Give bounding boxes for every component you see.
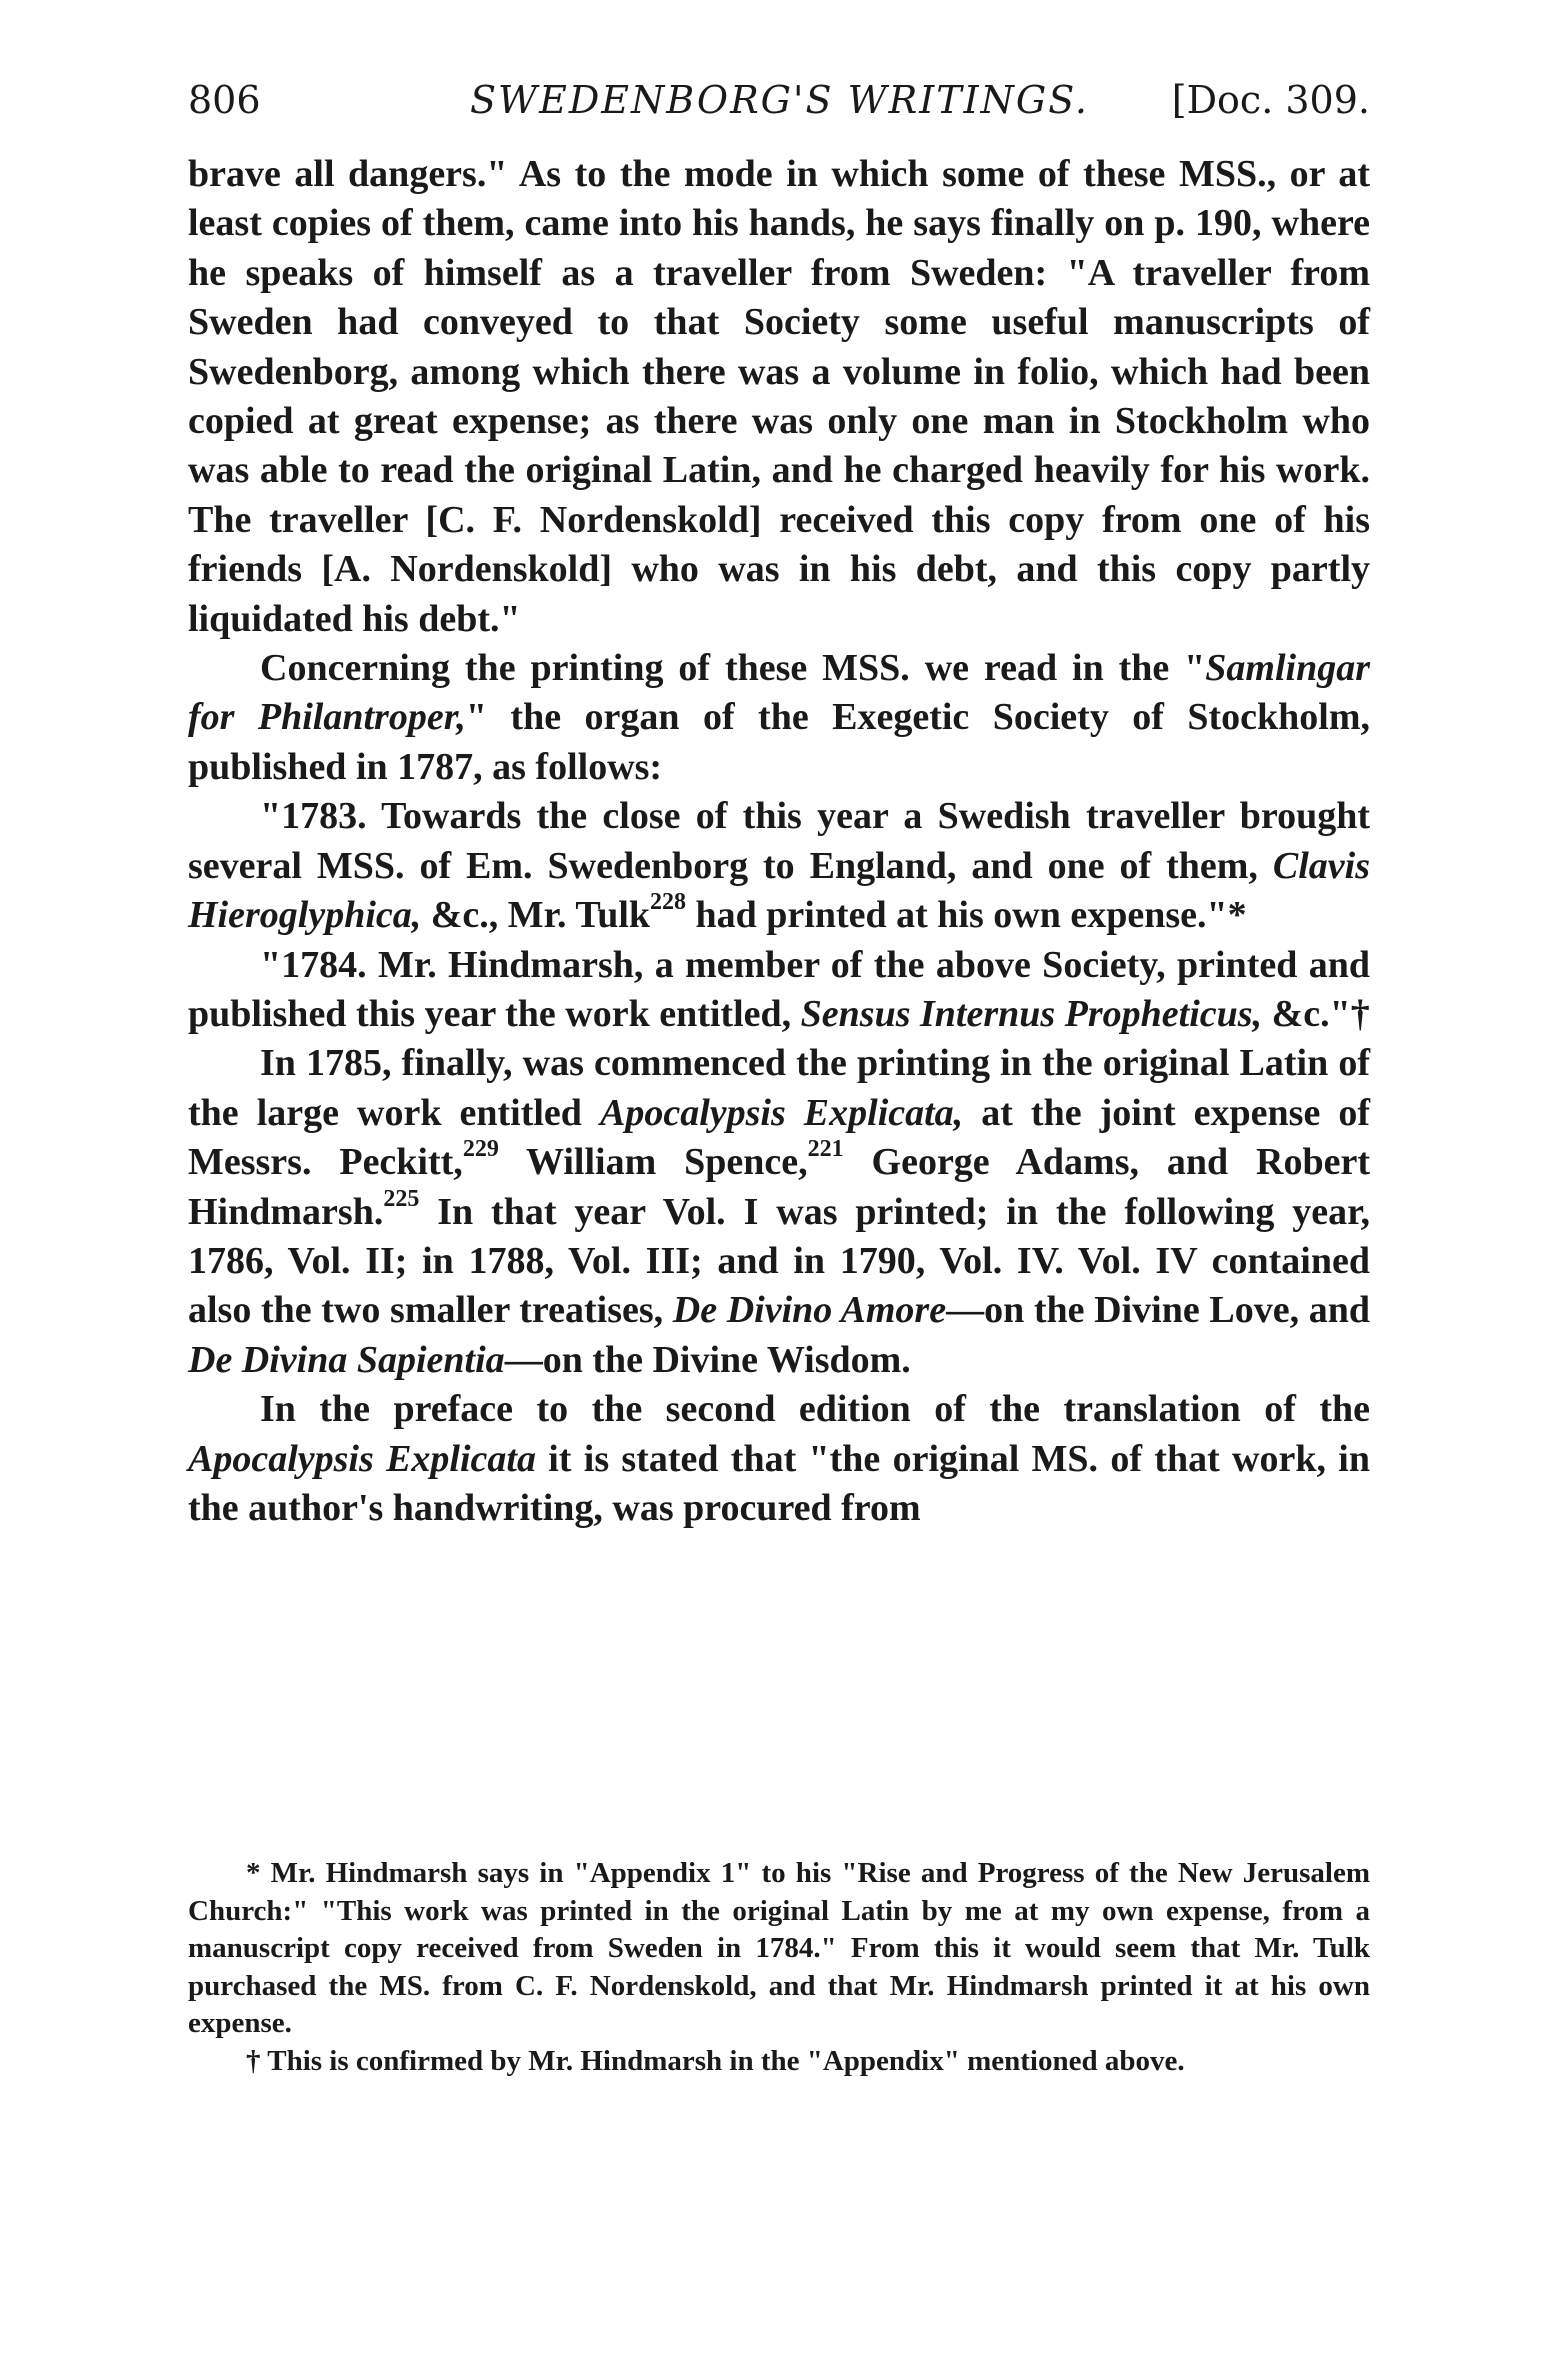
paragraph-5-text-g: —on the Divine Wisdom. bbox=[504, 1338, 911, 1381]
paragraph-6-text-b: it is stated that "the original MS. of that work, in the author's handwriting, was procured from bbox=[188, 1437, 1370, 1529]
work-title-clavis: Clavis Hieroglyphica, bbox=[188, 844, 1370, 937]
running-header bbox=[188, 70, 1370, 130]
reference-number: 221 bbox=[807, 1136, 844, 1163]
paragraph-3-text-b: &c., Mr. Tulk bbox=[421, 894, 651, 937]
paragraph-1 bbox=[188, 150, 1370, 644]
paragraph-3-text-a: "1783. Towards the close of this year a Swedish traveller brought several MSS. of Em. Swedenborg to England, and one of them, bbox=[188, 795, 1370, 887]
paragraph-5-text-a: In 1785, finally, was commenced the printing in the original Latin of the large work entitled bbox=[188, 1042, 1370, 1134]
work-title-divina-sapientia: De Divina Sapientia bbox=[188, 1338, 505, 1381]
paragraph-2-text-b: " the organ of the Exegetic Society of Stockholm, published in 1787, as follows: bbox=[188, 696, 1370, 788]
paragraph-4-text-a: "1784. Mr. Hindmarsh, a member of the above Society, printed and published this year the work entitled, bbox=[188, 943, 1370, 1035]
work-title-sensus: Sensus Internus Propheticus, bbox=[800, 992, 1263, 1035]
work-title-apocalypsis: Apocalypsis Explicata, bbox=[599, 1091, 964, 1134]
paragraph-3 bbox=[188, 792, 1370, 940]
paragraph-5-text-c: William Spence, bbox=[498, 1141, 808, 1184]
paragraph-6-text-a: In the preface to the second edition of the translation of the bbox=[260, 1388, 1370, 1431]
paragraph-1-text: brave all dangers." As to the mode in which some of these MSS., or at least copies of them, came into his hands, he says finally on p. 190, where he speaks of himself as a traveller from Sweden: "A traveller from Sweden had conveyed to that Society some useful manuscripts of Swedenborg, among which there was a volume in folio, which had been copied at great expense; as there was only one man in Stockholm who was able to read the original Latin, and he charged heavily for his work. The traveller [C. F. Nordenskold] received this copy from one of his friends [A. Nordenskold] who was in his debt, and this copy partly liquidated his debt." bbox=[188, 153, 1370, 640]
main-text bbox=[188, 150, 1370, 1533]
footnotes bbox=[188, 1855, 1370, 2080]
paragraph-5 bbox=[188, 1039, 1370, 1385]
document-reference: [Doc. 309. bbox=[1171, 78, 1370, 122]
paragraph-4-text-b: &c."† bbox=[1262, 992, 1370, 1035]
work-title-apocalypsis-2: Apocalypsis Explicata bbox=[188, 1437, 536, 1480]
paragraph-6 bbox=[188, 1385, 1370, 1533]
paragraph-5-text-f: —on the Divine Love, and bbox=[946, 1289, 1370, 1332]
running-title: SWEDENBORG'S WRITINGS. bbox=[470, 78, 1089, 122]
paragraph-2-text-a: Concerning the printing of these MSS. we read in the " bbox=[260, 647, 1206, 690]
work-title-divino-amore: De Divino Amore bbox=[672, 1289, 947, 1332]
paragraph-4 bbox=[188, 941, 1370, 1040]
reference-number: 228 bbox=[650, 889, 687, 916]
paragraph-5-text-e: In that year Vol. I was printed; in the following year, 1786, Vol. II; in 1788, Vol. III; and in 1790, Vol. IV. Vol. IV contained also the two smaller treatises, bbox=[188, 1190, 1370, 1332]
paragraph-3-text-c: had printed at his own expense."* bbox=[686, 894, 1247, 937]
reference-number: 225 bbox=[383, 1185, 420, 1212]
footnote-asterisk: * Mr. Hindmarsh says in "Appendix 1" to his "Rise and Progress of the New Jerusalem Church:" "This work was printed in the original Latin by me at my own expense, from a manuscript copy received from Sweden in 1784." From this it would seem that Mr. Tulk purchased the MS. from C. F. Nordenskold, and that Mr. Hindmarsh printed it at his own expense. bbox=[188, 1857, 1370, 2039]
paragraph-2 bbox=[188, 644, 1370, 792]
footnote-dagger: † This is confirmed by Mr. Hindmarsh in the "Appendix" mentioned above. bbox=[246, 2044, 1185, 2077]
reference-number: 229 bbox=[462, 1136, 499, 1163]
periodical-title: Samlingar for Philantroper, bbox=[188, 647, 1370, 739]
paragraph-5-text-b: at the joint expense of Messrs. Peckitt, bbox=[188, 1091, 1371, 1184]
paragraph-5-text-d: George Adams, and Robert Hindmarsh. bbox=[188, 1141, 1371, 1233]
page-number: 806 bbox=[188, 78, 261, 122]
